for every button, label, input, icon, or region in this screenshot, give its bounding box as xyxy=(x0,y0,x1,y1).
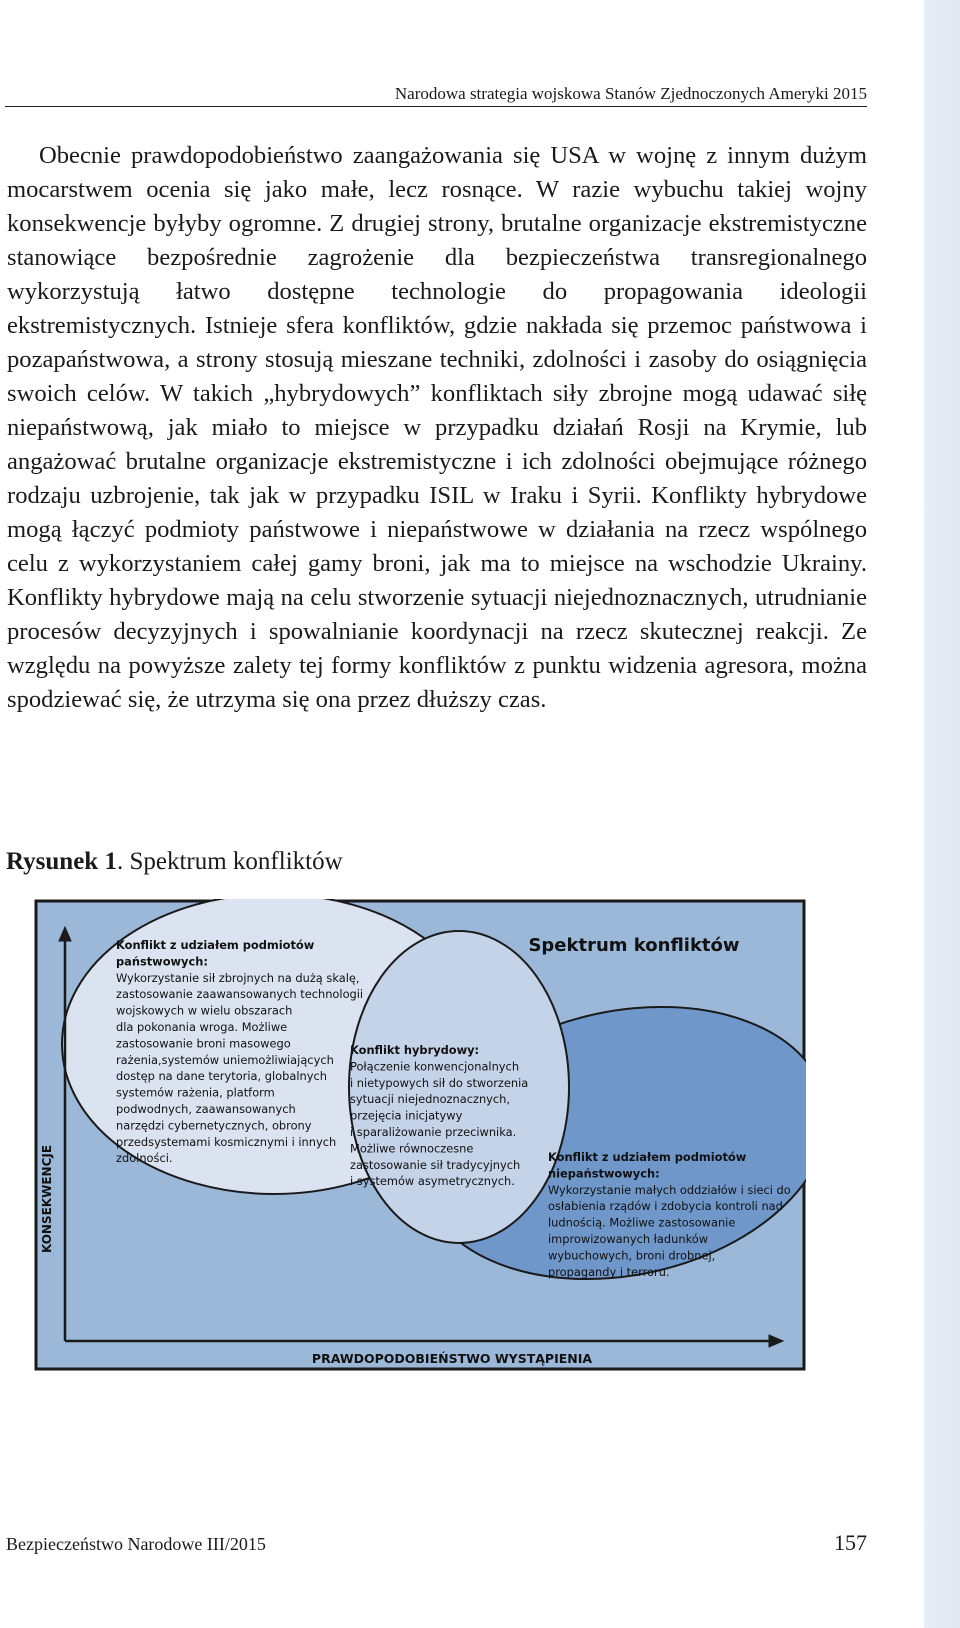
hybrid-text-line: sytuacji niejednoznacznych, xyxy=(350,1092,511,1107)
state-text-line: narzędzi cybernetycznych, obrony xyxy=(116,1118,312,1133)
nonstate-text-line: wybuchowych, broni drobnej, xyxy=(548,1248,716,1263)
nonstate-text-line: improwizowanych ładunków xyxy=(548,1232,709,1246)
y-axis-label: KONSEKWENCJE xyxy=(40,1144,54,1254)
state-text-line: dla pokonania wroga. Możliwe xyxy=(116,1020,288,1034)
state-text-line: podwodnych, zaawansowanych xyxy=(116,1102,296,1116)
figure-caption-text: . Spektrum konfliktów xyxy=(116,848,343,875)
figure-title: Spektrum konfliktów xyxy=(528,935,740,956)
nonstate-text-line: osłabienia rządów i zdobycia kontroli nad xyxy=(548,1199,783,1214)
header-rule xyxy=(5,106,867,107)
state-text-line: zdolności. xyxy=(116,1151,173,1166)
nonstate-text-line: propagandy i terroru. xyxy=(548,1264,670,1279)
hybrid-text-line: Możliwe równoczesne xyxy=(350,1141,474,1156)
state-text-line: Wykorzystanie sił zbrojnych na dużą skalę, xyxy=(116,970,360,985)
page-edge-strip xyxy=(924,0,960,1628)
page-number: 157 xyxy=(834,1530,867,1555)
state-text-line: rażenia,systemów uniemożliwiających xyxy=(116,1052,334,1067)
nonstate-heading-line: niepaństwowych: xyxy=(548,1166,660,1181)
body-paragraph: Obecnie prawdopodobieństwo zaangażowania się USA w wojnę z innym dużym mocarstwem ocenia się jako małe, lecz rosnące. W razie wybuchu takiej wojny konsekwencje byłyby ogromne. Z drugiej strony, brutalne organizacje ekstremistyczne stanowiące bezpośrednie zagrożenie dla bezpieczeństwa transregionalnego wykorzystują łatwo dostępne technologie do propagowania ideologii ekstremistycznych. Istnieje sfera konfliktów, gdzie nakłada się przemoc państwowa i pozapaństwowa, a strony stosują mieszane techniki, zdolności i zasoby do osiągnięcia swoich celów. W takich „hybrydowych” konfliktach siły zbrojne mogą udawać siłę niepaństwową, jak miało to miejsce w przypadku działań Rosji na Krymie, lub angażować brutalne organizacje ekstremistyczne i ich zdolności obejmujące różnego rodzaju uzbrojenie, tak jak w przypadku ISIL w Iraku i Syrii. Konflikty hybrydowe mogą łączyć podmioty państwowe i niepaństwowe w działania na rzecz wspólnego celu z wykorzystaniem całej gamy broni, jak ma to miejsce na wschodzie Ukrainy. Konflikty hybrydowe mają na celu stworzenie sytuacji niejednoznacznych, utrudnianie procesów decyzyjnych i spowalnianie koordynacji na rzecz skutecznej reakcji. Ze względu na powyższe zalety tej formy konfliktów z punktu widzenia agresora, można spodziewać się, że utrzyma się ona przez dłuższy czas. xyxy=(7,142,867,713)
x-axis-label: PRAWDOPODOBIEŃSTWO WYSTĄPIENIA xyxy=(311,1351,593,1366)
figure-caption-label: Rysunek 1 xyxy=(6,848,117,875)
state-text-line: zastosowanie broni masowego xyxy=(116,1036,291,1051)
state-text-line: dostęp na dane terytoria, globalnych xyxy=(116,1069,327,1084)
state-text-line: wojskowych w wielu obszarach xyxy=(116,1003,293,1018)
nonstate-text-line: ludnością. Możliwe zastosowanie xyxy=(548,1215,736,1230)
hybrid-text-line: Połączenie konwencjonalnych xyxy=(350,1059,520,1074)
conflict-spectrum-figure xyxy=(34,899,806,1371)
state-text-line: zastosowanie zaawansowanych technologii xyxy=(116,987,364,1002)
hybrid-heading-line: Konflikt hybrydowy: xyxy=(350,1043,480,1057)
hybrid-text-line: i nietypowych sił do stworzenia xyxy=(350,1075,529,1090)
state-text-line: przedsystemami kosmicznymi i innych xyxy=(116,1134,337,1149)
nonstate-text-line: Wykorzystanie małych oddziałów i sieci do xyxy=(548,1182,791,1197)
hybrid-text-line: zastosowanie sił tradycyjnych xyxy=(350,1157,521,1172)
running-header: Narodowa strategia wojskowa Stanów Zjednoczonych Ameryki 2015 xyxy=(394,84,867,103)
hybrid-text-line: i systemów asymetrycznych. xyxy=(350,1174,515,1189)
figure-caption xyxy=(6,848,343,876)
hybrid-text-line: i sparaliżowanie przeciwnika. xyxy=(350,1125,517,1139)
nonstate-heading-line: Konflikt z udziałem podmiotów xyxy=(548,1150,747,1164)
state-heading-line: państwowych: xyxy=(116,954,208,969)
state-heading-line: Konflikt z udziałem podmiotów xyxy=(116,938,315,952)
hybrid-text-line: przejęcia inicjatywy xyxy=(350,1108,463,1123)
footer-journal: Bezpieczeństwo Narodowe III/2015 xyxy=(6,1534,266,1554)
state-text-line: systemów rażenia, platform xyxy=(116,1085,275,1100)
